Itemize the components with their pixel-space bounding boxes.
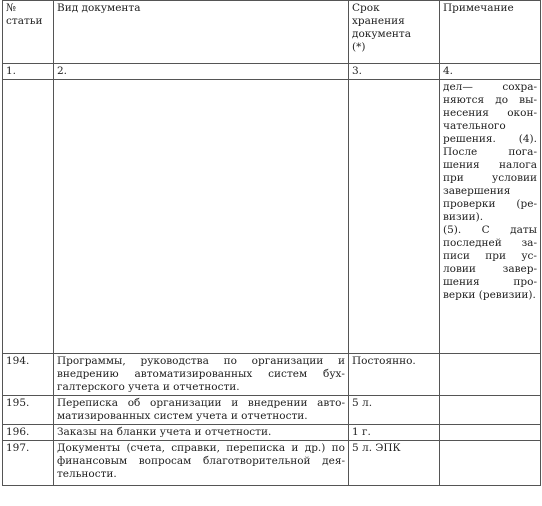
header-term-line: (*) — [352, 41, 366, 53]
continuation-note-line: писи при ус- — [443, 250, 537, 262]
continuation-note-line: визии). — [443, 211, 484, 223]
header-article-number — [3, 1, 54, 64]
row-retention-term: Постоянно. — [349, 354, 440, 396]
table-row — [3, 396, 541, 425]
header-term-line: Срок — [352, 2, 380, 14]
continuation-note-line: шения про- — [443, 276, 537, 288]
header-term-line: документа — [352, 28, 411, 40]
column-number-3: 3. — [349, 64, 440, 80]
continuation-term-cell — [349, 80, 440, 354]
row-note — [440, 441, 541, 486]
continuation-note-line: няются до вы- — [443, 94, 537, 106]
column-number-4: 4. — [440, 64, 541, 80]
continuation-note-line: завершения — [443, 185, 511, 197]
column-number-2: 2. — [54, 64, 349, 80]
continuation-note-line: при условии — [443, 172, 537, 184]
continuation-row — [3, 80, 541, 354]
document-type-line: Заказы на бланки учета и отчетности. — [57, 426, 272, 438]
continuation-note-line: шения налога — [443, 159, 537, 171]
row-retention-term: 5 л. — [349, 396, 440, 425]
continuation-note-line: верки (ревизии). — [443, 289, 536, 301]
header-retention-term — [349, 1, 440, 64]
table-row — [3, 425, 541, 441]
continuation-note-line: последней за- — [443, 237, 537, 249]
continuation-note-text — [443, 81, 537, 302]
row-retention-term: 5 л. ЭПК — [349, 441, 440, 486]
row-note — [440, 396, 541, 425]
continuation-note-line: После пога- — [443, 146, 537, 158]
document-type-line: внедрению автоматизированных систем бух- — [57, 368, 345, 380]
row-note — [440, 425, 541, 441]
row-document-type — [54, 396, 349, 425]
row-note — [440, 354, 541, 396]
header-document-type-label: Вид документа — [57, 2, 141, 14]
continuation-note-cell — [440, 80, 541, 354]
document-type-line: галтерского учета и отчетности. — [57, 381, 240, 393]
continuation-note-line: несения окон- — [443, 107, 537, 119]
row-number: 194. — [3, 354, 54, 396]
continuation-note-line: ловии завер- — [443, 263, 537, 275]
document-type-line: тельности. — [57, 468, 117, 480]
document-type-line: финансовым вопросам благотворительной дея- — [57, 455, 345, 467]
header-number-word: статьи — [6, 15, 43, 27]
header-number-sign: № — [6, 2, 16, 14]
continuation-note-line: (5). С даты — [443, 224, 537, 236]
row-document-type-text — [57, 442, 345, 481]
document-type-line: Документы (счета, справки, переписка и др.) по — [57, 442, 345, 454]
document-type-line: матизированных систем учета и отчетности. — [57, 410, 308, 422]
document-type-line: Программы, руководства по организации и — [57, 355, 345, 367]
row-document-type-text — [57, 426, 345, 439]
row-document-type — [54, 441, 349, 486]
continuation-note-line: проверки (ре- — [443, 198, 537, 210]
header-term-line: хранения — [352, 15, 405, 27]
row-retention-term: 1 г. — [349, 425, 440, 441]
table-header-row — [3, 1, 541, 64]
continuation-note-line: чательного — [443, 120, 506, 132]
table-row — [3, 441, 541, 486]
row-document-type — [54, 354, 349, 396]
continuation-number-cell — [3, 80, 54, 354]
document-type-line: Переписка об организации и внедрении авто- — [57, 397, 345, 409]
continuation-note-line: дел— сохра- — [443, 81, 537, 93]
row-number: 196. — [3, 425, 54, 441]
column-numbering-row — [3, 64, 541, 80]
header-note-label: Примечание — [443, 2, 514, 14]
document-retention-table — [2, 0, 541, 486]
row-number: 195. — [3, 396, 54, 425]
continuation-type-cell — [54, 80, 349, 354]
column-number-1: 1. — [3, 64, 54, 80]
continuation-note-line: решения. (4). — [443, 133, 537, 145]
header-document-type — [54, 1, 349, 64]
row-document-type-text — [57, 397, 345, 423]
row-number: 197. — [3, 441, 54, 486]
row-document-type — [54, 425, 349, 441]
table-row — [3, 354, 541, 396]
row-document-type-text — [57, 355, 345, 394]
header-note — [440, 1, 541, 64]
